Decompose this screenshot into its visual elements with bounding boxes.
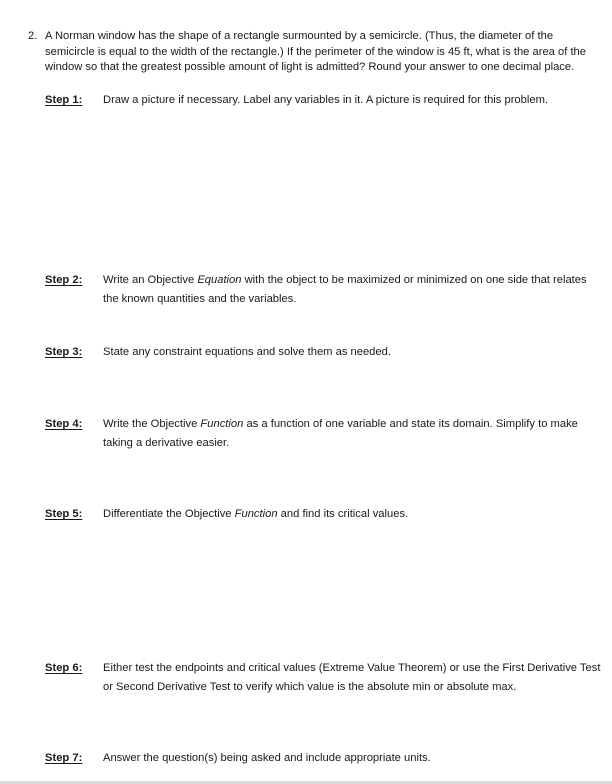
step-7-label: Step 7: (45, 752, 83, 764)
step-2-text-before: Write an Objective (103, 274, 198, 286)
step-2 (45, 271, 605, 308)
step-6-label: Step 6: (45, 662, 83, 674)
step-2-label: Step 2: (45, 274, 83, 286)
step-4-label: Step 4: (45, 418, 83, 430)
step-5-text-before: Differentiate the Objective (103, 508, 235, 520)
step-7-text: Answer the question(s) being asked and include appropriate units. (103, 752, 431, 764)
step-2-text (103, 271, 605, 308)
step-7 (45, 749, 605, 768)
step-5 (45, 505, 605, 524)
step-5-text (103, 505, 605, 524)
step-4-text-after: as a function of one variable and state its domain. Simplify to make taking a derivative easier. (103, 418, 578, 449)
step-1-label: Step 1: (45, 94, 83, 106)
problem-number: 2. (28, 30, 38, 42)
step-4-text (103, 415, 605, 452)
step-1 (45, 91, 605, 110)
step-6 (45, 659, 605, 696)
step-5-text-after: and find its critical values. (277, 508, 409, 520)
problem-statement (28, 29, 598, 76)
step-1-text: Draw a picture if necessary. Label any variables in it. A picture is required for this problem. (103, 94, 549, 106)
step-6-text: Either test the endpoints and critical values (Extreme Value Theorem) or use the First Derivative Test or Second Derivative Test to verify which value is the absolute min or absolute max. (103, 662, 601, 693)
step-4-emphasis: Function (200, 418, 244, 430)
step-4-text-before: Write the Objective (103, 418, 201, 430)
step-4 (45, 415, 605, 452)
step-3-label: Step 3: (45, 346, 83, 358)
step-2-text-after: with the object to be maximized or minimized on one side that relates the known quantities and the variables. (103, 274, 587, 305)
step-3 (45, 343, 605, 362)
problem-text: A Norman window has the shape of a rectangle surmounted by a semicircle. (Thus, the diameter of the semicircle is equal to the width of the rectangle.) If the perimeter of the window is 45 ft, what is the area of the window so that the greatest possible amount of light is admitted? Round your answer to one decimal place. (45, 30, 587, 74)
step-5-label: Step 5: (45, 508, 83, 520)
step-3-text: State any constraint equations and solve them as needed. (103, 346, 391, 358)
step-5-emphasis: Function (234, 508, 278, 520)
step-2-emphasis: Equation (197, 274, 242, 286)
